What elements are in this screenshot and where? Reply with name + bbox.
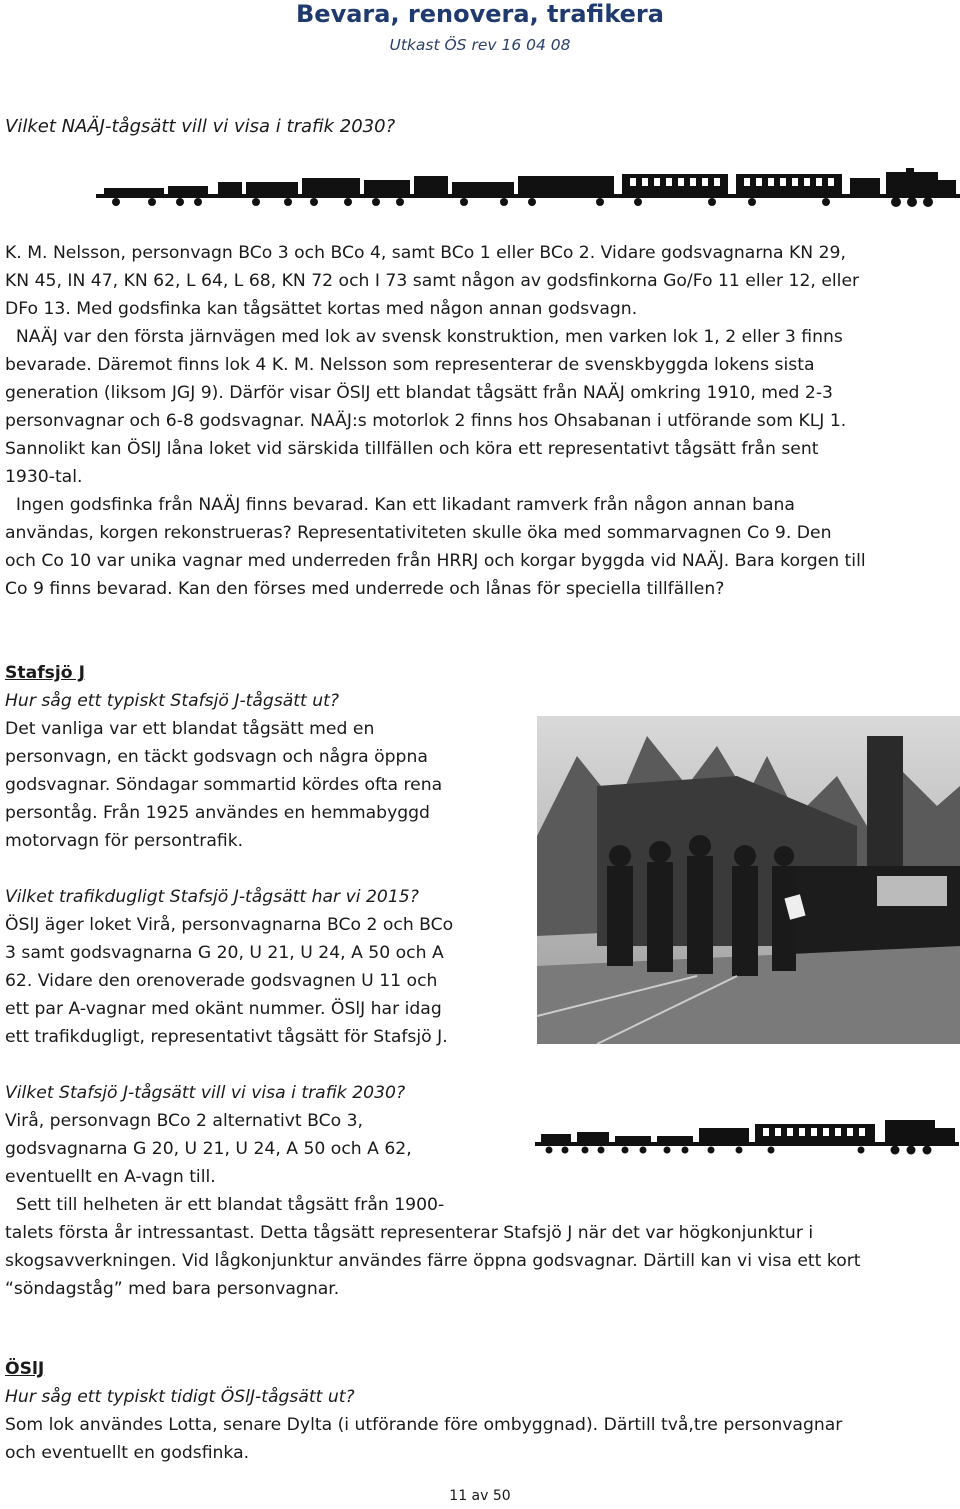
naaj-line: KN 45, IN 47, KN 62, L 64, L 68, KN 72 och I 73 samt någon av godsfinkorna Go/Fo 11 eller 12, eller xyxy=(5,271,860,291)
naaj-line: Co 9 finns bevarad. Kan den förses med underrede och lånas för speciella tillfällen? xyxy=(5,579,725,599)
naaj-line: DFo 13. Med godsfinka kan tågsättet kortas med någon annan godsvagn. xyxy=(5,299,638,319)
naaj-line: användas, korgen rekonstrueras? Representativiteten skulle öka med sommarvagnen Co 9. Den xyxy=(5,523,832,543)
stafsjo-2015-line: ÖSlJ äger loket Virå, personvagnarna BCo 2 och BCo xyxy=(5,915,454,935)
stafsjo-2030-line: “söndagståg” med bara personvagnar. xyxy=(5,1279,340,1299)
stafsjo-2015-line: ett par A-vagnar med okänt nummer. ÖSlJ har idag xyxy=(5,999,442,1019)
stafsjo-2015-line: 3 samt godsvagnarna G 20, U 21, U 24, A 50 och A xyxy=(5,943,444,963)
naaj-line: 1930-tal. xyxy=(5,467,83,487)
stafsjo-typical-line: motorvagn för persontrafik. xyxy=(5,831,244,851)
stafsjo-2015-line: ett trafikdugligt, representativt tågsätt för Stafsjö J. xyxy=(5,1027,448,1047)
naaj-line: personvagnar och 6-8 godsvagnar. NAÄJ:s motorlok 2 finns hos Ohsabanan i utförande som KLJ 1. xyxy=(5,411,847,431)
stafsjo-question-2015: Vilket trafikdugligt Stafsjö J-tågsätt har vi 2015? xyxy=(5,887,419,907)
naaj-line: Sannolikt kan ÖSlJ låna loket vid särskida tillfällen och köra ett representativt tågsätt från sent xyxy=(5,439,819,459)
document-subtitle: Utkast ÖS rev 16 04 08 xyxy=(389,36,571,54)
stafsjo-2030-line: talets första år intressantast. Detta tågsätt representerar Stafsjö J när det var högkonjunktur i xyxy=(5,1223,814,1243)
stafsjo-question-typical: Hur såg ett typiskt Stafsjö J-tågsätt ut? xyxy=(5,691,340,711)
stafsjo-2030-line: Sett till helheten är ett blandat tågsätt från 1900- xyxy=(5,1195,445,1215)
stafsjo-typical-line: personvagn, en täckt godsvagn och några öppna xyxy=(5,747,428,767)
oslj-heading: ÖSlJ xyxy=(5,1359,45,1379)
naaj-line: generation (liksom JGJ 9). Därför visar ÖSlJ ett blandat tågsätt från NAÄJ omkring 1910, med 2-3 xyxy=(5,383,833,403)
stafsjo-2030-line: eventuellt en A-vagn till. xyxy=(5,1167,216,1187)
stafsjo-typical-line: godsvagnar. Söndagar sommartid kördes ofta rena xyxy=(5,775,443,795)
page-number: 11 av 50 xyxy=(449,1488,511,1504)
stafsjo-2030-line: godsvagnarna G 20, U 21, U 24, A 50 och A 62, xyxy=(5,1139,412,1159)
stafsjo-question-2030: Vilket Stafsjö J-tågsätt vill vi visa i trafik 2030? xyxy=(5,1083,406,1103)
stafsjo-typical-line: persontåg. Från 1925 användes en hemmabyggd xyxy=(5,803,430,823)
stafsjo-train-silhouette xyxy=(535,1118,959,1156)
historic-locomotive-photo xyxy=(537,716,960,1044)
stafsjo-heading: Stafsjö J xyxy=(5,663,85,683)
naaj-question-2030: Vilket NAÄJ-tågsätt vill vi visa i trafik 2030? xyxy=(5,116,396,137)
oslj-line: Som lok användes Lotta, senare Dylta (i utförande före ombyggnad). Därtill två,tre personvagnar xyxy=(5,1415,843,1435)
oslj-line: och eventuellt en godsfinka. xyxy=(5,1443,250,1463)
stafsjo-2015-line: 62. Vidare den orenoverade godsvagnen U 11 och xyxy=(5,971,438,991)
oslj-question: Hur såg ett typiskt tidigt ÖSlJ-tågsätt ut? xyxy=(5,1387,355,1407)
stafsjo-2030-line: Virå, personvagn BCo 2 alternativt BCo 3, xyxy=(5,1111,363,1131)
naaj-line: bevarade. Däremot finns lok 4 K. M. Nelsson som representerar de svenskbyggda lokens sista xyxy=(5,355,815,375)
naaj-line: och Co 10 var unika vagnar med underreden från HRRJ och korgar byggda vid NAÄJ. Bara korgen till xyxy=(5,551,866,571)
stafsjo-2030-line: skogsavverkningen. Vid lågkonjunktur användes färre öppna godsvagnar. Därtill kan vi visa ett kort xyxy=(5,1251,861,1271)
naaj-line: K. M. Nelsson, personvagn BCo 3 och BCo 4, samt BCo 1 eller BCo 2. Vidare godsvagnarna KN 29, xyxy=(5,243,846,263)
naaj-train-silhouette xyxy=(96,168,960,210)
document-title: Bevara, renovera, trafikera xyxy=(296,0,664,28)
stafsjo-typical-line: Det vanliga var ett blandat tågsätt med en xyxy=(5,719,375,739)
naaj-line: NAÄJ var den första järnvägen med lok av svensk konstruktion, men varken lok 1, 2 eller 3 finns xyxy=(5,327,843,347)
naaj-line: Ingen godsfinka från NAÄJ finns bevarad. Kan ett likadant ramverk från någon annan bana xyxy=(5,495,795,515)
